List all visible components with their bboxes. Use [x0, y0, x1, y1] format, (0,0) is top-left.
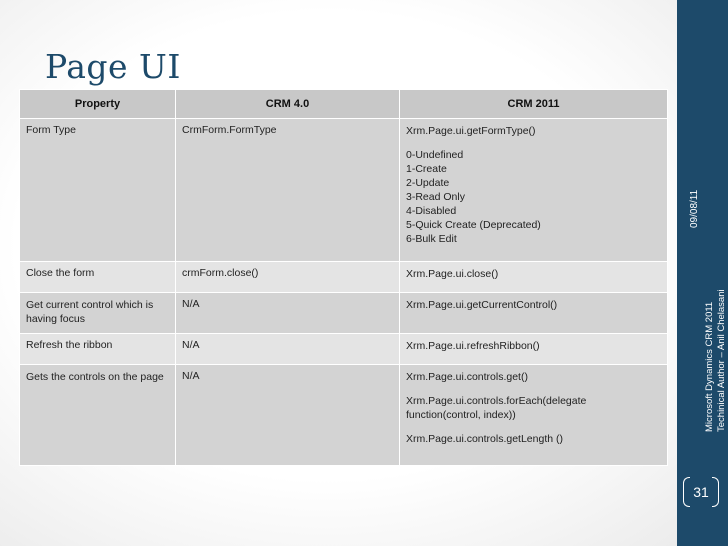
- table-row: [20, 293, 668, 334]
- cell-property: Form Type: [20, 119, 176, 262]
- cell-line: Xrm.Page.ui.close(): [406, 267, 499, 280]
- footer-author: Techinical Author – Anil Chelasani: [716, 289, 727, 432]
- cell-property: Refresh the ribbon: [20, 333, 176, 364]
- footer-date: 09/08/11: [689, 189, 700, 228]
- cell-crm4: N/A: [176, 293, 400, 334]
- page-title: Page UI: [45, 47, 181, 86]
- cell-line: Xrm.Page.ui.getCurrentControl(): [406, 299, 558, 311]
- cell-line: 5-Quick Create (Deprecated): [406, 219, 541, 231]
- cell-property: Gets the controls on the page: [20, 365, 176, 466]
- cell-line: 4-Disabled: [406, 205, 457, 217]
- header-property: Property: [20, 90, 176, 119]
- header-crm2011: CRM 2011: [400, 90, 668, 119]
- cell-line: Xrm.Page.ui.controls.get(): [406, 371, 528, 384]
- cell-line: Xrm.Page.ui.controls.forEach(delegate function(control, index)): [406, 395, 587, 422]
- cell-property: Close the form: [20, 261, 176, 292]
- cell-crm2011: [400, 119, 668, 262]
- cell-crm2011: [400, 365, 668, 466]
- table-header-row: [20, 90, 668, 119]
- cell-crm4: N/A: [176, 333, 400, 364]
- cell-line: 6-Bulk Edit: [406, 233, 457, 245]
- header-crm4: CRM 4.0: [176, 90, 400, 119]
- cell-line: 2-Update: [406, 177, 450, 189]
- cell-line: 3-Read Only: [406, 191, 465, 203]
- cell-crm2011: [400, 333, 668, 364]
- cell-property: Get current control which is having focus: [20, 293, 176, 334]
- table-row: [20, 333, 668, 364]
- cell-crm2011: [400, 293, 668, 334]
- table-row: [20, 119, 668, 262]
- cell-crm4: N/A: [176, 365, 400, 466]
- page-number: 31: [683, 477, 719, 507]
- cell-line: 1-Create: [406, 163, 447, 175]
- cell-line: Xrm.Page.ui.controls.getLength (): [406, 433, 563, 446]
- table-row: [20, 261, 668, 292]
- cell-line: Xrm.Page.ui.getFormType(): [406, 125, 536, 137]
- footer-author-text: [704, 132, 728, 432]
- cell-line: 0-Undefined: [406, 149, 464, 161]
- cell-crm2011: [400, 261, 668, 292]
- cell-crm4: CrmForm.FormType: [176, 119, 400, 262]
- table-row: [20, 365, 668, 466]
- comparison-table: [19, 89, 668, 466]
- cell-line: Xrm.Page.ui.refreshRibbon(): [406, 339, 540, 352]
- footer-product: Microsoft Dynamics CRM 2011: [704, 301, 715, 432]
- cell-crm4: crmForm.close(): [176, 261, 400, 292]
